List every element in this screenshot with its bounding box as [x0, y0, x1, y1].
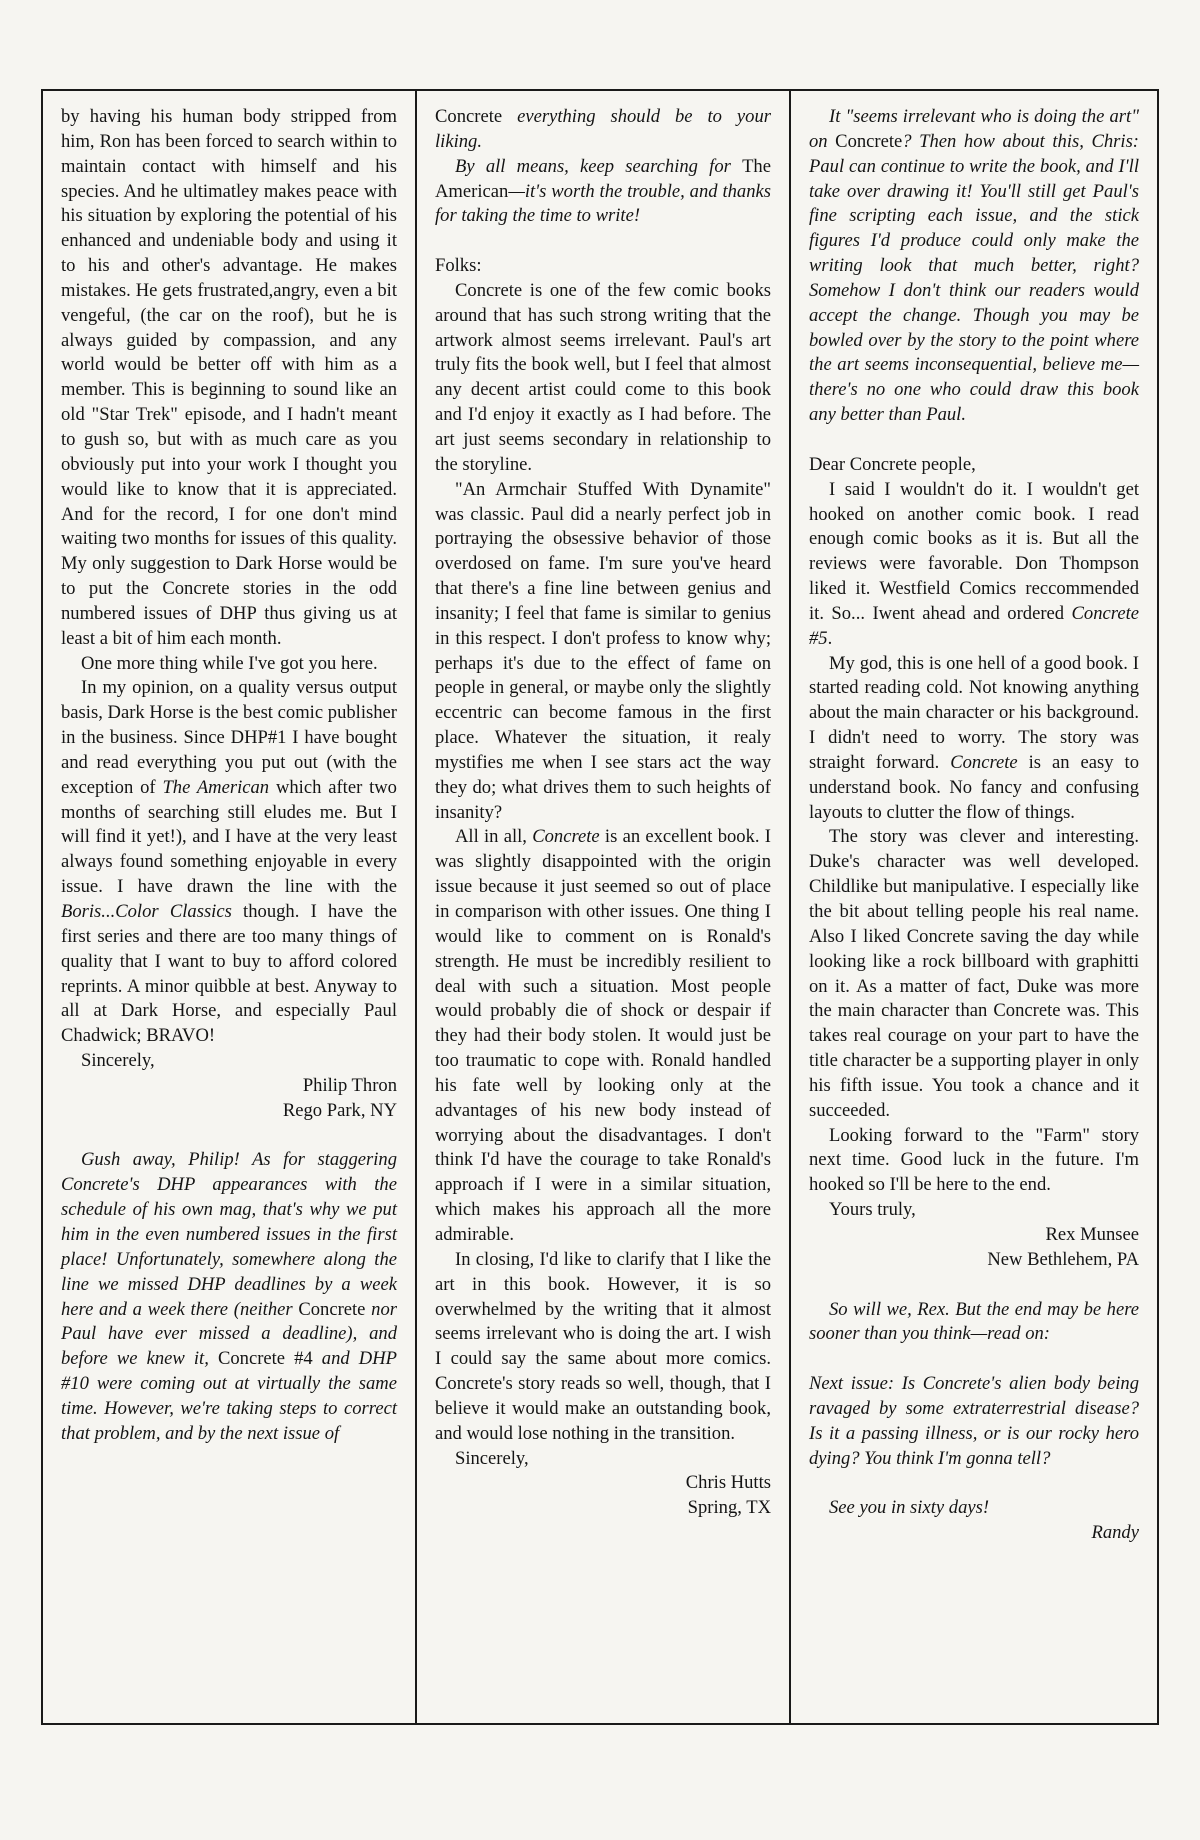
letter-closing: Yours truly, [829, 1199, 916, 1221]
letter-signature-name: Chris Hutts [685, 1472, 771, 1494]
letter-body: One more thing while I've got you here. [81, 652, 378, 674]
letter-body: In my opinion, on a quality versus output basis, Dark Horse is the best comic publisher in the business. Since DHP#1 I have bought and read everything you put out (with the exception of The American which after two months of searching still eludes me. But I will find it yet!), and I have at the very least always found something enjoyable in every issue. I have drawn the line with the Boris...Color Classics though. I have the first series and there are too many things of quality that I want to buy to afford colored reprints. A minor quibble at best. Anyway to all at Dark Horse, and especially Paul Chadwick; BRAVO! [61, 677, 397, 1047]
letter-body: My god, this is one hell of a good book. I started reading cold. Not knowing anything about the main character or his background. I didn't need to worry. The story was straight forward. Concrete is an easy to understand book. No fancy and confusing layouts to clutter the flow of things. [809, 652, 1139, 823]
letter-body: Looking forward to the "Farm" story next time. Good luck in the future. I'm hooked so I'll be here to the end. [809, 1124, 1139, 1196]
editor-reply: By all means, keep searching for The American—it's worth the trouble, and thanks for taking the time to write! [435, 155, 771, 227]
letter-body: "An Armchair Stuffed With Dynamite" was classic. Paul did a nearly perfect job in portraying the obsessive behavior of those overdosed on fame. I'm sure you've heard that there's a fine line between genius and insanity; I feel that fame is similar to genius in this respect. I don't profess to know why; perhaps it's due to the effect of fame on people in general, or maybe only the slightly eccentric can become famous in the first place. Whatever the situation, it realy mystifies me when I see stars act the way they do; what drives them to such heights of insanity? [435, 478, 771, 823]
letters-page [41, 89, 1159, 1725]
letters-column-1 [43, 91, 417, 1723]
letters-column-3 [791, 91, 1157, 1723]
letter-body: All in all, Concrete is an excellent book. I was slightly disappointed with the origin issue because it just seemed so out of place in comparison with other issues. One thing I would like to comment on is Ronald's strength. He must be incredibly resilient to deal with such a situation. Most people would probably die of shock or despair if they had their body stolen. It would just be too traumatic to cope with. Ronald handled his fate well by looking only at the advantages of his new body instead of worrying about the disadvantages. I don't think I'd have the courage to take Ronald's approach if I were in a similar situation, which makes his approach all the more admirable. [435, 826, 771, 1245]
letters-column-2 [417, 91, 791, 1723]
letter-salutation: Dear Concrete people, [809, 453, 976, 475]
letter-signature-place: Rego Park, NY [282, 1099, 397, 1121]
letter-closing: Sincerely, [455, 1447, 529, 1469]
editor-farewell: See you in sixty days! [829, 1497, 990, 1519]
editor-next-issue: Next issue: Is Concrete's alien body being ravaged by some extraterrestrial disease? Is it a passing illness, or is our rocky hero dying? You think I'm gonna tell? [809, 1373, 1139, 1469]
letter-signature-name: Philip Thron [302, 1074, 397, 1096]
letter-body: Concrete is one of the few comic books around that has such strong writing that the artwork almost seems irrelevant. Paul's art truly fits the book well, but I feel that almost any decent artist could come to this book and I'd enjoy it exactly as I had before. The art just seems secondary in relationship to the storyline. [435, 279, 771, 475]
letter-salutation: Folks: [435, 255, 482, 277]
letter-signature-place: Spring, TX [687, 1497, 771, 1519]
letter-closing: Sincerely, [81, 1050, 155, 1072]
letter-body: In closing, I'd like to clarify that I like the art in this book. However, it is so overwhelmed by the writing that it almost seems irrelevant who is doing the art. I wish I could say the same about more comics. Concrete's story reads so well, though, that I believe it would make an outstanding book, and would lose nothing in the transition. [435, 1248, 771, 1444]
editor-reply: It "seems irrelevant who is doing the art" on Concrete? Then how about this, Chris: Paul can continue to write the book, and I'll take over drawing it! You'll still get Paul's fine scripting each issue, and the stick figures I'd produce could only make the writing look that much better, right? Somehow I don't think our readers would accept the change. Though you may be bowled over by the story to the point where the art seems inconsequential, believe me—there's no one who could draw this book any better than Paul. [809, 106, 1139, 426]
editor-reply: Gush away, Philip! As for staggering Concrete's DHP appearances with the schedule of his own mag, that's why we put him in the even numbered issues in the first place! Unfortunately, somewhere along the line we missed DHP deadlines by a week here and a week there (neither Concrete nor Paul have ever missed a deadline), and before we knew it, Concrete #4 and DHP #10 were coming out at virtually the same time. However, we're taking steps to correct that problem, and by the next issue of [61, 1149, 397, 1444]
editor-reply: Concrete everything should be to your liking. [435, 106, 771, 152]
editor-reply: So will we, Rex. But the end may be here sooner than you think—read on: [809, 1298, 1139, 1345]
letter-signature-place: New Bethlehem, PA [987, 1248, 1139, 1270]
editor-signature: Randy [1091, 1522, 1139, 1544]
letter-body: I said I wouldn't do it. I wouldn't get hooked on another comic book. I read enough comic books as it is. But all the reviews were favorable. Don Thompson liked it. Westfield Comics reccommended it. So... Iwent ahead and ordered Concrete #5. [809, 478, 1139, 649]
letter-body: The story was clever and interesting. Duke's character was well developed. Childlike but manipulative. I especially like the bit about telling people his real name. Also I liked Concrete saving the day while looking like a rock billboard with graphitti on it. As a matter of fact, Duke was more the main character than Concrete was. This takes real courage on your part to have the title character be a supporting player in only his fifth issue. You took a chance and it succeeded. [809, 826, 1139, 1121]
letter-signature-name: Rex Munsee [1045, 1223, 1139, 1245]
letter-body: by having his human body stripped from him, Ron has been forced to search within to maintain contact with himself and his species. And he ultimatley makes peace with his situation by exploring the potential of his enhanced and undeniable body and using it to his and other's advantage. He makes mistakes. He gets frustrated,angry, even a bit vengeful, (the car on the roof), but he is always guided by compassion, and any world would be better off with him as a member. This is beginning to sound like an old "Star Trek" episode, and I hadn't meant to gush so, but with as much care as you obviously put into your work I thought you would like to know that it is appreciated. And for the record, I for one don't mind waiting two months for issues of this quality. My only suggestion to Dark Horse would be to put the Concrete stories in the odd numbered issues of DHP thus giving us at least a bit of him each month. [61, 106, 397, 649]
